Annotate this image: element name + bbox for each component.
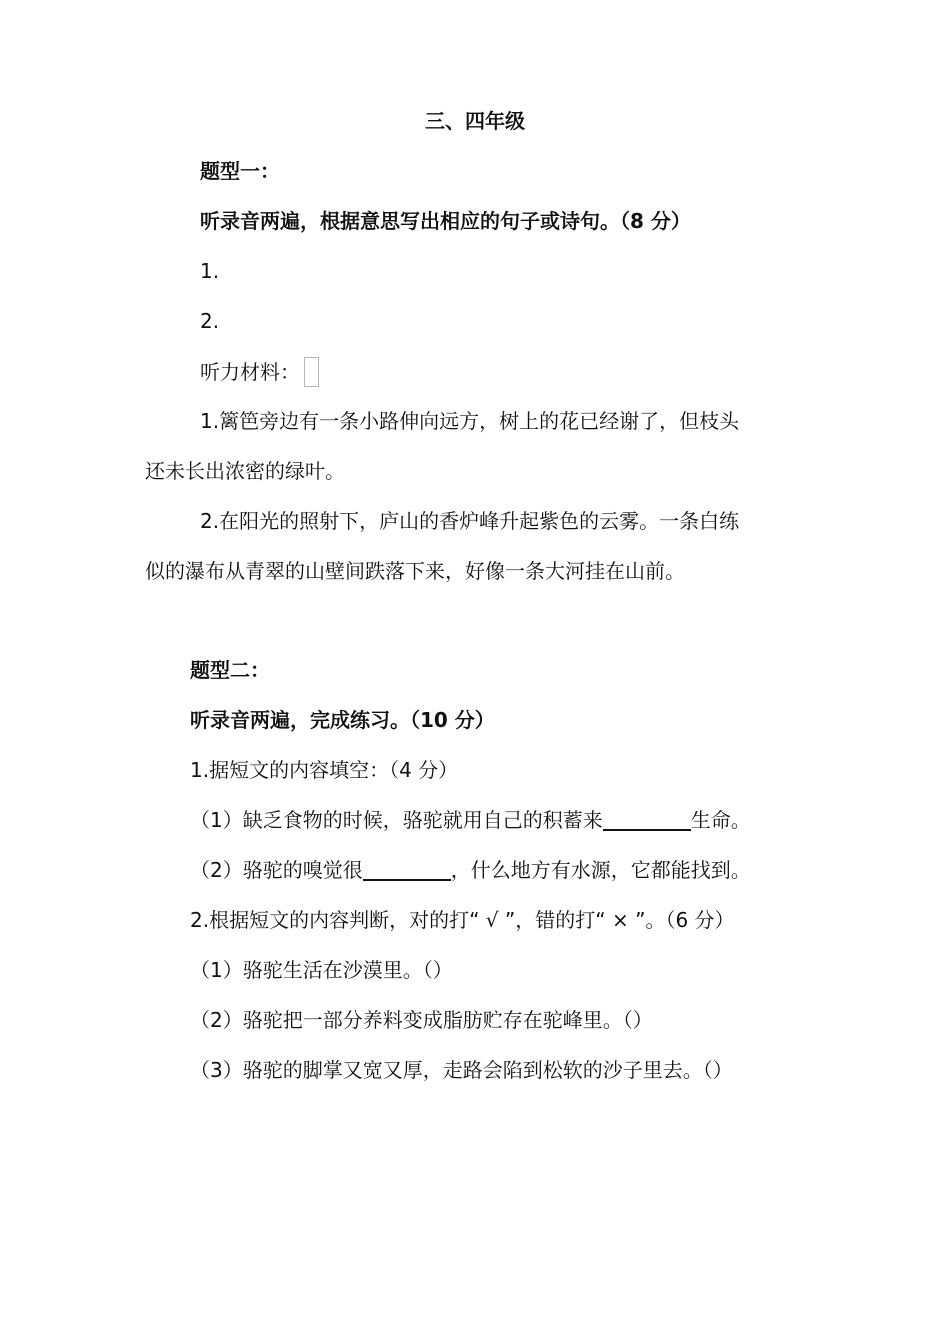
page-title: 三、四年级 xyxy=(425,109,525,133)
material1-line2: 还未长出浓密的绿叶。 xyxy=(145,459,345,483)
section2-instruction: 听录音两遍，完成练习。（10 分） xyxy=(190,708,495,732)
material2-line1: 2.在阳光的照射下，庐山的香炉峰升起紫色的云雾。一条白练 xyxy=(200,509,740,533)
material2-line2: 似的瀑布从青翠的山壁间跌落下来，好像一条大河挂在山前。 xyxy=(145,559,685,583)
question-1-1 xyxy=(190,806,751,834)
material-label: 听力材料： xyxy=(200,360,300,384)
section1-heading: 题型一： xyxy=(200,159,280,183)
question-2-3: （3）骆驼的脚掌又宽又厚，走路会陷到松软的沙子里去。（） xyxy=(190,1058,733,1082)
question-1-1-after: 生命。 xyxy=(690,808,751,832)
question-1: 1.据短文的内容填空：（4 分） xyxy=(190,758,459,782)
material-label-line xyxy=(200,357,319,387)
question-2-1: （1）骆驼生活在沙漠里。（） xyxy=(190,958,453,982)
question-1-1-before: （1）缺乏食物的时候，骆驼就用自己的积蓄来 xyxy=(190,808,603,832)
section1-item-2: 2. xyxy=(200,309,220,333)
question-1-2-after: ，什么地方有水源，它都能找到。 xyxy=(450,858,751,882)
empty-box xyxy=(304,357,319,387)
section1-instruction: 听录音两遍，根据意思写出相应的句子或诗句。（8 分） xyxy=(200,209,691,233)
question-1-2 xyxy=(190,856,751,884)
section1-item-1: 1. xyxy=(200,259,220,283)
material1-line1: 1.篱笆旁边有一条小路伸向远方，树上的花已经谢了，但枝头 xyxy=(200,409,740,433)
answer-blank[interactable] xyxy=(363,857,451,881)
answer-blank[interactable] xyxy=(603,807,691,831)
section2-heading: 题型二： xyxy=(190,658,270,682)
question-2: 2.根据短文的内容判断，对的打“ √ ”，错的打“ × ”。（6 分） xyxy=(190,908,735,932)
question-2-2: （2）骆驼把一部分养料变成脂肪贮存在驼峰里。（） xyxy=(190,1008,653,1032)
question-1-2-before: （2）骆驼的嗅觉很 xyxy=(190,858,363,882)
